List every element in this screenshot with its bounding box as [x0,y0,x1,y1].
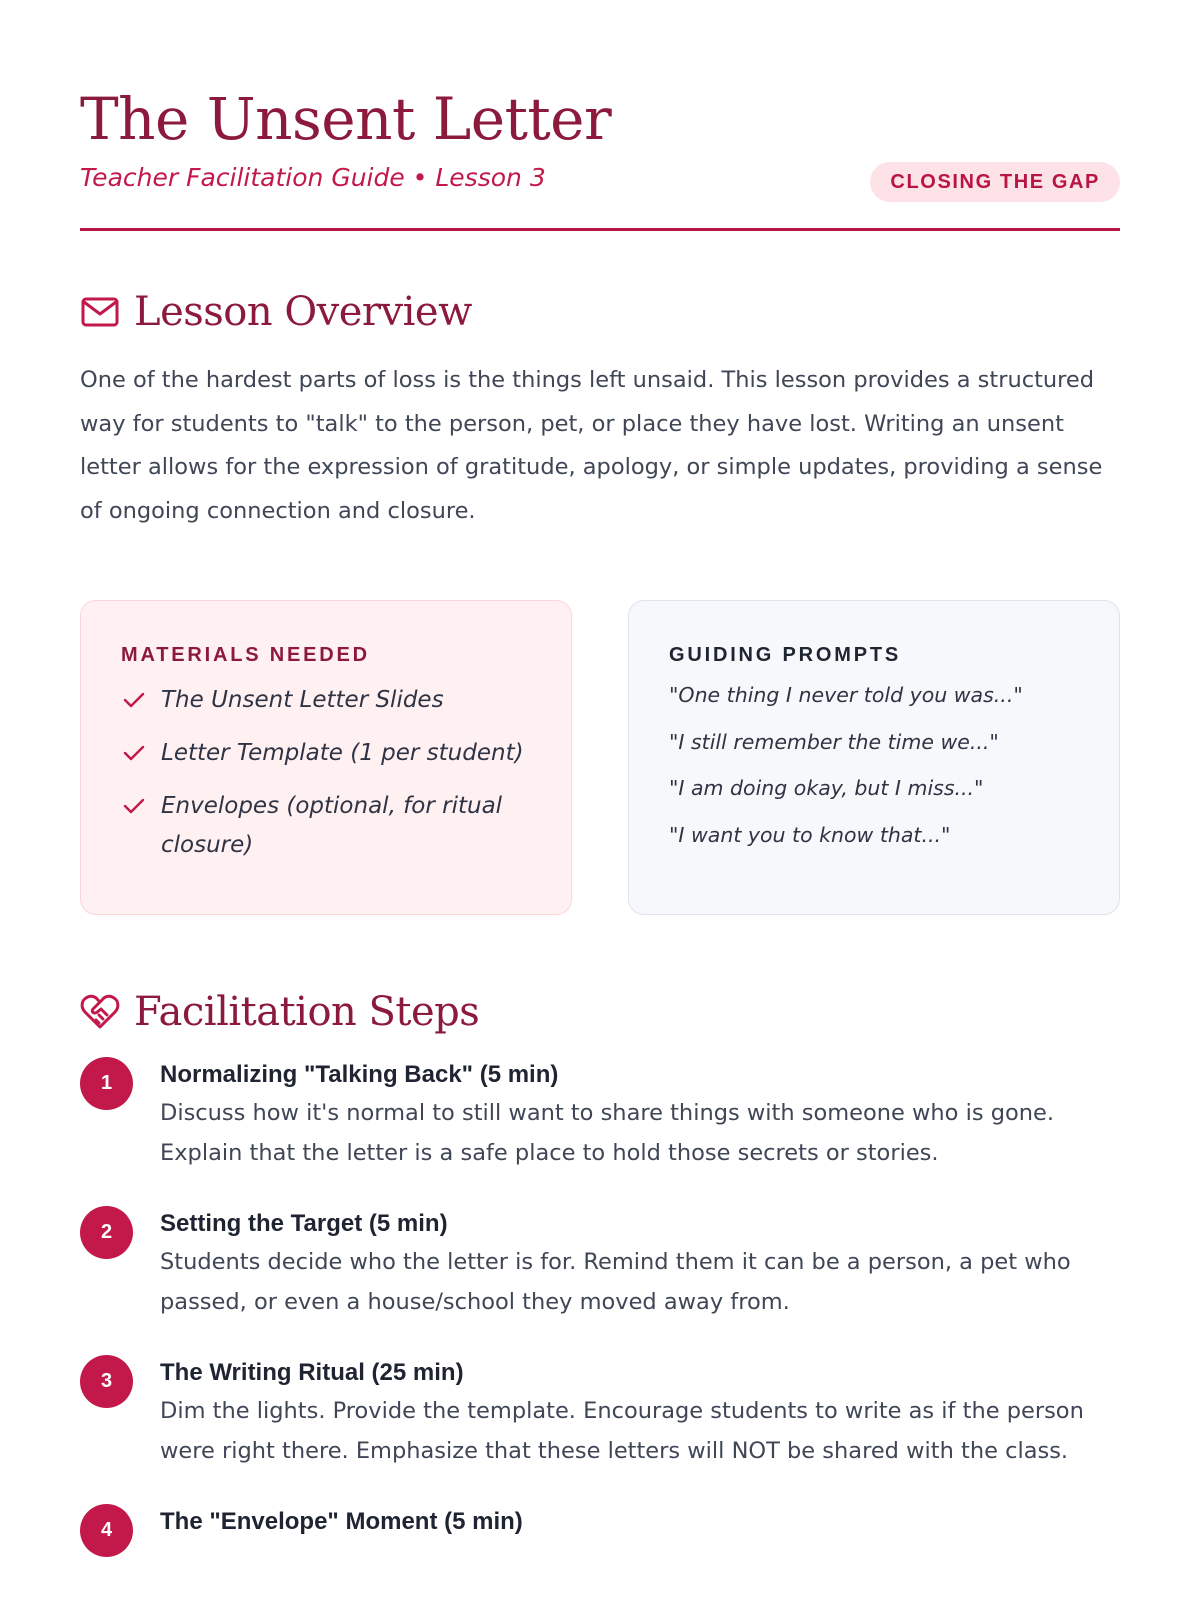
prompts-list [669,681,1079,849]
step-title: Setting the Target (5 min) [160,1210,448,1237]
step-description: Students decide who the letter is for. Remind them it can be a person, a pet who passed, or even a house/school they moved away from. [160,1249,1071,1315]
step-item [80,1355,1125,1471]
envelope-icon [80,292,120,332]
prompt-item: "One thing I never told you was..." [669,683,1023,707]
material-label: The Unsent Letter Slides [161,687,444,713]
material-label: Envelopes (optional, for ritual closure) [161,793,503,858]
list-item [121,787,531,865]
overview-text: One of the hardest parts of loss is the things left unsaid. This lesson provides a structured way for students to "talk" to the person, pet, or place they have lost. Writing an unsent letter allows for the expression of gratitude, apology, or simple updates, providing a sense of ongoing connection and closure. [80,367,1103,524]
page-header [80,85,1120,193]
material-label: Letter Template (1 per student) [161,740,524,766]
step-number: 4 [80,1504,133,1557]
facilitation-heading-text: Facilitation Steps [134,989,480,1035]
step-title: The "Envelope" Moment (5 min) [160,1508,523,1535]
step-description: Discuss how it's normal to still want to share things with someone who is gone. Explain that the letter is a safe place to hold those secrets or stories. [160,1100,1055,1166]
materials-title: MATERIALS NEEDED [121,644,370,666]
prompt-item: "I still remember the time we..." [669,729,999,754]
prompts-card [628,600,1120,915]
check-icon [121,687,147,713]
list-item [121,734,531,773]
steps-list [80,1061,1125,1580]
step-item [80,1057,1125,1173]
check-icon [121,793,147,819]
materials-card [80,600,572,915]
list-item [121,681,531,720]
overview-heading [80,288,472,336]
header-divider [80,228,1120,231]
step-description: Dim the lights. Provide the template. Encourage students to write as if the person were right there. Emphasize that these letters will NOT be shared with the class. [160,1398,1084,1464]
prompt-item: "I want you to know that..." [669,822,951,847]
check-icon [121,740,147,766]
heart-handshake-icon [80,992,120,1032]
step-number: 2 [80,1206,133,1259]
page-subtitle: Teacher Facilitation Guide • Lesson 3 [80,163,546,192]
overview-heading-text: Lesson Overview [134,289,472,335]
step-number: 3 [80,1355,133,1408]
step-item [80,1206,1125,1322]
materials-list [121,681,531,865]
step-item [80,1504,1125,1540]
status-badge: CLOSING THE GAP [870,162,1120,202]
page-title: The Unsent Letter [80,85,612,153]
step-title: Normalizing "Talking Back" (5 min) [160,1061,559,1088]
prompt-item: "I am doing okay, but I miss..." [669,776,984,800]
prompts-title: GUIDING PROMPTS [669,644,902,666]
step-number: 1 [80,1057,133,1110]
facilitation-heading [80,988,479,1036]
step-title: The Writing Ritual (25 min) [160,1359,464,1386]
